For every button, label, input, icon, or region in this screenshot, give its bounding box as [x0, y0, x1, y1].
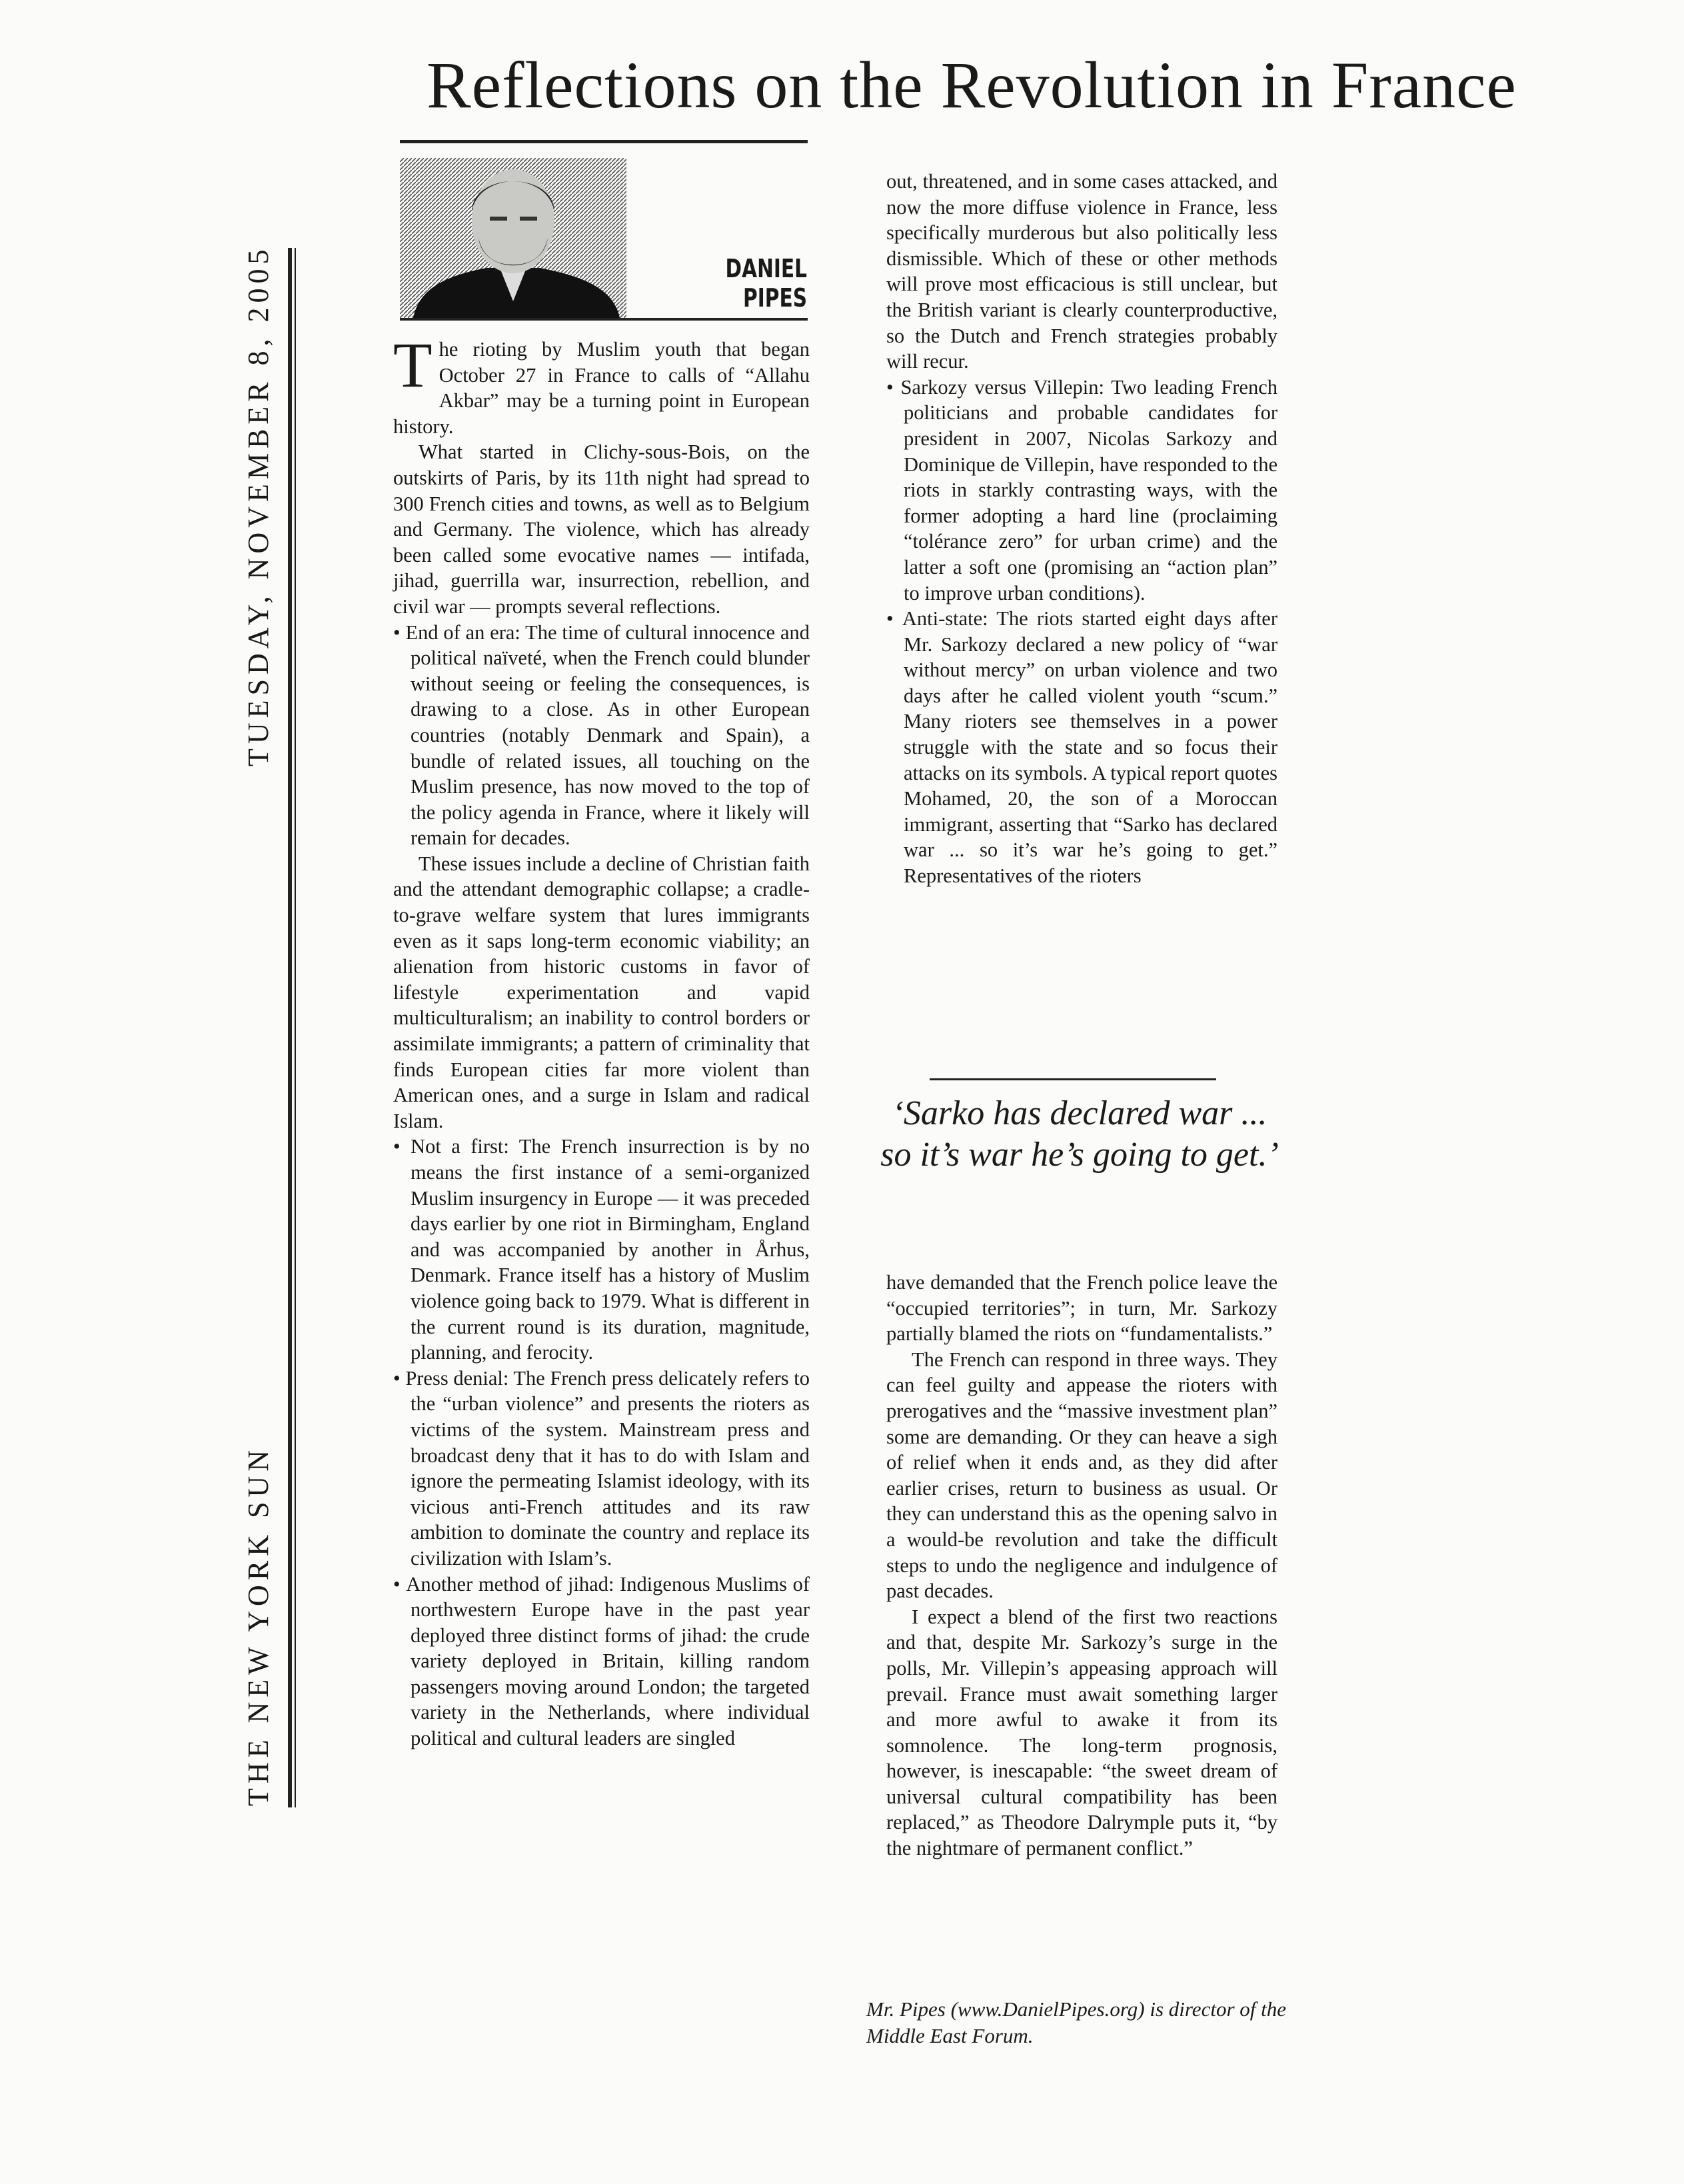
sidebar-publication: THE NEW YORK SUN — [242, 1446, 275, 1806]
author-bottom-rule — [400, 318, 808, 321]
dropcap: T — [393, 329, 432, 401]
pull-quote: ‘Sarko has declared war ... so it’s war he’s going to get.’ — [880, 1094, 1279, 1174]
bullet-press-denial: • Press denial: The French press delicately refers to the “urban violence” and presents the rioters as victims of the system. Mainstream press and broadcast deny that it has to do with Islam and ignore the permeating Islamist ideology, with its vicious anti-French attitudes and its raw ambition to dominate the country and replace its civilization with Islam’s. — [393, 1366, 810, 1572]
author-top-rule — [400, 140, 808, 143]
author-block — [400, 158, 810, 318]
bullet-another-method: • Another method of jihad: Indigenous Muslims of northwestern Europe have in the past year deployed three distinct forms of jihad: the crude variety deployed in Britain, killing random passengers moving around London; the targeted variety in the Netherlands, where individual political and cultural leaders are singled — [393, 1572, 810, 1751]
headline: Reflections on the Revolution in France — [426, 48, 1517, 122]
byline-first: DANIEL — [725, 254, 807, 283]
article-paragraph: These issues include a decline of Christian faith and the attendant demographic collapse; a cradle-to-grave welfare system that lures immigrants even as it saps long-term economic viability; an alienation from historic customs in favor of lifestyle experimentation and vapid multiculturalism; an inability to control borders or assimilate immigrants; a pattern of criminality that finds European cities far more violent than American ones, and a surge in Islam and radical Islam. — [393, 852, 810, 1132]
author-portrait — [400, 158, 626, 318]
article-column-1 — [393, 329, 810, 1751]
sidebar-rule-thick — [288, 248, 292, 1807]
article-paragraph: have demanded that the French police leave the “occupied territories”; in turn, Mr. Sarkozy partially blamed the riots on “fundamentalists.” — [886, 1271, 1277, 1346]
byline — [725, 254, 807, 313]
lead-text: he rioting by Muslim youth that began October 27 in France to calls of “Allahu Akbar” may be a turning point in European history. — [393, 338, 810, 438]
author-tagline: Mr. Pipes (www.DanielPipes.org) is director of the Middle East Forum. — [866, 1997, 1286, 2047]
bullet-end-of-era: • End of an era: The time of cultural innocence and political naïveté, when the French could blunder without seeing or feeling the consequences, is drawing to a close. As in other European countries (notably Denmark and Spain), a bundle of related issues, all touching on the Muslim presence, has now moved to the top of the policy agenda in France, where it likely will remain for decades. — [393, 620, 810, 851]
bullet-sarkozy-versus-villepin: • Sarkozy versus Villepin: Two leading French politicians and probable candidates for president in 2007, Nicolas Sarkozy and Dominique de Villepin, have responded to the riots in starkly contrasting ways, with the former adopting a hard line (proclaiming “tolérance zero” for urban crime) and the latter a soft one (promising an “action plan” to improve urban conditions). — [886, 375, 1277, 606]
byline-last: PIPES — [742, 283, 807, 313]
sidebar-date: TUESDAY, NOVEMBER 8, 2005 — [242, 245, 275, 766]
article-column-2 — [886, 169, 1277, 889]
article-column-3 — [886, 1270, 1277, 1861]
bullet-not-a-first: • Not a first: The French insurrection is by no means the first instance of a semi-organized Muslim insurgency in Europe — it was preceded days earlier by one riot in Birmingham, England and was accompanied by another in Århus, Denmark. France itself has a history of Muslim violence going back to 1979. What is different in the current round is its duration, magnitude, planning, and ferocity. — [393, 1134, 810, 1365]
article-paragraph: out, threatened, and in some cases attacked, and now the more diffuse violence in France, less specifically murderous but also politically less dismissible. Which of these or other methods will prove most efficacious is still unclear, but the British variant is clearly counterproductive, so the Dutch and French strategies probably will recur. — [886, 170, 1277, 373]
pullquote-rule — [930, 1078, 1216, 1080]
bullet-anti-state: • Anti-state: The riots started eight days after Mr. Sarkozy declared a new policy of “war without mercy” on urban violence and two days after he called violent youth “scum.” Many rioters see themselves in a power struggle with the state and so focus their attacks on its symbols. A typical report quotes Mohamed, 20, the son of a Moroccan immigrant, asserting that “Sarko has declared war ... so it’s war he’s going to get.” Representatives of the rioters — [886, 606, 1277, 889]
article-lead-paragraph — [393, 329, 810, 439]
sidebar-rule-thin — [295, 248, 296, 1807]
article-paragraph: The French can respond in three ways. They can feel guilty and appease the rioters with prerogatives and the “massive investment plan” some are demanding. Or they can heave a sigh of relief when it ends and, as they did after earlier crises, return to business as usual. Or they can understand this as the opening salvo in a would-be revolution and take the difficult steps to undo the negligence and indulgence of past decades. — [886, 1348, 1277, 1603]
article-paragraph: I expect a blend of the first two reactions and that, despite Mr. Sarkozy’s surge in the polls, Mr. Villepin’s appeasing approach will prevail. France must await something larger and more awful to awake it from its somnolence. The long-term prognosis, however, is inescapable: “the sweet dream of universal cultural compatibility has been replaced,” as Theodore Dalrymple puts it, “by the nightmare of permanent conflict.” — [886, 1605, 1277, 1860]
article-paragraph: What started in Clichy-sous-Bois, on the outskirts of Paris, by its 11th night had spread to 300 French cities and towns, as well as to Belgium and Germany. The violence, which has already been called some evocative names — intifada, jihad, guerrilla war, insurrection, rebellion, and civil war — prompts several reflections. — [393, 441, 810, 618]
